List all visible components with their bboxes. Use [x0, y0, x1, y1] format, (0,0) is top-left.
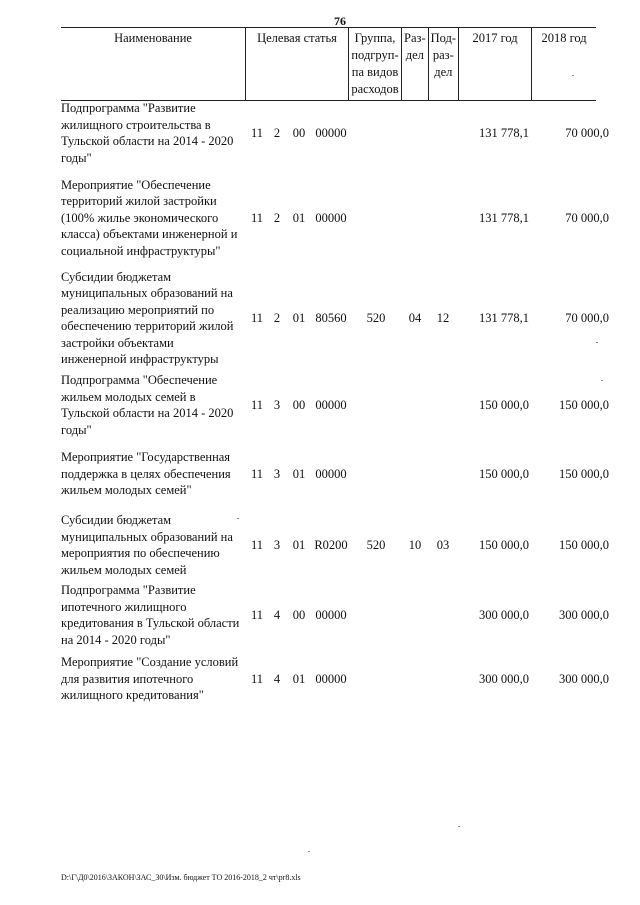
amount-2017: 300 000,0 — [479, 671, 529, 686]
target-article-part3: 01 — [292, 671, 306, 686]
expense-group: 520 — [366, 537, 386, 552]
amount-2018: 150 000,0 — [559, 537, 609, 552]
expense-group — [351, 648, 401, 710]
amount-2018: 150 000,0 — [559, 466, 609, 481]
data-table — [61, 96, 613, 710]
amount-2018: 70 000,0 — [565, 210, 609, 225]
expense-group — [351, 170, 401, 266]
amount-2017: 131 778,1 — [479, 125, 529, 140]
table-header — [61, 27, 596, 101]
target-article-part1: 11 — [250, 210, 264, 225]
expense-group — [351, 582, 401, 648]
row-name: Подпрограмма "Развитие ипотечного жилищного кредитования в Тульской области на 2014 - 2020 годы" — [61, 583, 240, 647]
target-article-part1: 11 — [250, 125, 264, 140]
table-row — [61, 582, 613, 648]
target-article-part4: 00000 — [315, 397, 347, 412]
table-row — [61, 370, 613, 440]
table-row — [61, 170, 613, 266]
section — [401, 96, 429, 170]
target-article-part4: 00000 — [315, 466, 347, 481]
row-name: Субсидии бюджетам муниципальных образований на реализацию мероприятий по обеспечению территорий жилой застройки объектами инженерной инфраструктуры — [61, 269, 234, 366]
section — [401, 370, 429, 440]
row-name: Подпрограмма "Обеспечение жильем молодых семей в Тульской области на 2014 - 2020 годы" — [61, 373, 234, 437]
row-name: Мероприятие "Создание условий для развития ипотечного жилищного кредитования" — [61, 655, 239, 703]
scan-speck — [308, 851, 310, 852]
expense-group: 520 — [366, 310, 386, 325]
subsection: 03 — [436, 537, 450, 552]
table-row — [61, 508, 613, 582]
section — [401, 170, 429, 266]
target-article-part2: 2 — [273, 125, 281, 140]
subsection — [429, 170, 457, 266]
amount-2018: 70 000,0 — [565, 125, 609, 140]
target-article-part3: 00 — [292, 125, 306, 140]
target-article-part3: 00 — [292, 607, 306, 622]
page-number: 76 — [334, 14, 346, 28]
target-article-part1: 11 — [250, 310, 264, 325]
header-subsection: Под-раз-дел — [428, 28, 458, 101]
table-row — [61, 266, 613, 370]
subsection — [429, 96, 457, 170]
row-name: Мероприятие "Обеспечение территорий жилой застройки (100% жилье экономического класса) объектами инженерной и социальной инфраструктуры" — [61, 177, 238, 258]
amount-2018: 150 000,0 — [559, 397, 609, 412]
header-2018: 2018 год — [532, 28, 597, 101]
target-article-part4: 00000 — [315, 671, 347, 686]
amount-2017: 131 778,1 — [479, 310, 529, 325]
file-path: D:\Г\Д0\2016\ЗАКОН\ЗАС_30\Изм. бюджет ТО 2016-2018_2 чт\pr8.xls — [61, 873, 301, 882]
target-article-part1: 11 — [250, 671, 264, 686]
table-row — [61, 440, 613, 508]
section: 10 — [408, 537, 422, 552]
target-article-part1: 11 — [250, 466, 264, 481]
target-article-part2: 3 — [273, 397, 281, 412]
scan-speck — [572, 75, 574, 76]
row-name: Мероприятие "Государственная поддержка в целях обеспечения жильем молодых семей" — [61, 450, 231, 498]
scan-speck — [601, 380, 603, 381]
amount-2017: 150 000,0 — [479, 466, 529, 481]
target-article-part2: 4 — [273, 671, 281, 686]
target-article-part2: 2 — [273, 210, 281, 225]
header-2017: 2017 год — [459, 28, 532, 101]
target-article-part4: 00000 — [315, 125, 347, 140]
amount-2017: 150 000,0 — [479, 397, 529, 412]
section: 04 — [408, 310, 422, 325]
section — [401, 440, 429, 508]
amount-2017: 131 778,1 — [479, 210, 529, 225]
target-article-part3: 01 — [292, 466, 306, 481]
section — [401, 582, 429, 648]
subsection — [429, 370, 457, 440]
expense-group — [351, 96, 401, 170]
target-article-part3: 01 — [292, 210, 306, 225]
amount-2018: 70 000,0 — [565, 310, 609, 325]
target-article-part3: 01 — [292, 537, 306, 552]
expense-group — [351, 370, 401, 440]
target-article-part3: 00 — [292, 397, 306, 412]
subsection: 12 — [436, 310, 450, 325]
target-article-part2: 3 — [273, 537, 281, 552]
target-article-part1: 11 — [250, 397, 264, 412]
amount-2018: 300 000,0 — [559, 607, 609, 622]
target-article-part2: 4 — [273, 607, 281, 622]
target-article-part1: 11 — [250, 537, 264, 552]
subsection — [429, 648, 457, 710]
target-article-part4: 00000 — [315, 210, 347, 225]
header-target-article: Целевая статья — [246, 28, 349, 101]
header-section: Раз-дел — [402, 28, 429, 101]
expense-group — [351, 440, 401, 508]
table-row — [61, 648, 613, 710]
section — [401, 648, 429, 710]
scan-speck — [237, 518, 239, 519]
row-name: Подпрограмма "Развитие жилищного строительства в Тульской области на 2014 - 2020 годы" — [61, 101, 234, 165]
amount-2017: 150 000,0 — [479, 537, 529, 552]
subsection — [429, 582, 457, 648]
target-article-part4: 80560 — [315, 310, 347, 325]
target-article-part4: 00000 — [315, 607, 347, 622]
target-article-part2: 2 — [273, 310, 281, 325]
row-name: Субсидии бюджетам муниципальных образований на мероприятия по обеспечению жильем молодых семей — [61, 513, 233, 577]
target-article-part4: R0200 — [314, 537, 348, 552]
header-name: Наименование — [61, 28, 246, 101]
target-article-part1: 11 — [250, 607, 264, 622]
scan-speck — [596, 342, 598, 343]
target-article-part2: 3 — [273, 466, 281, 481]
scan-speck — [458, 826, 460, 827]
header-group: Группа, подгруп-па видов расходов — [349, 28, 402, 101]
target-article-part3: 01 — [292, 310, 306, 325]
amount-2017: 300 000,0 — [479, 607, 529, 622]
subsection — [429, 440, 457, 508]
table-row — [61, 96, 613, 170]
amount-2018: 300 000,0 — [559, 671, 609, 686]
